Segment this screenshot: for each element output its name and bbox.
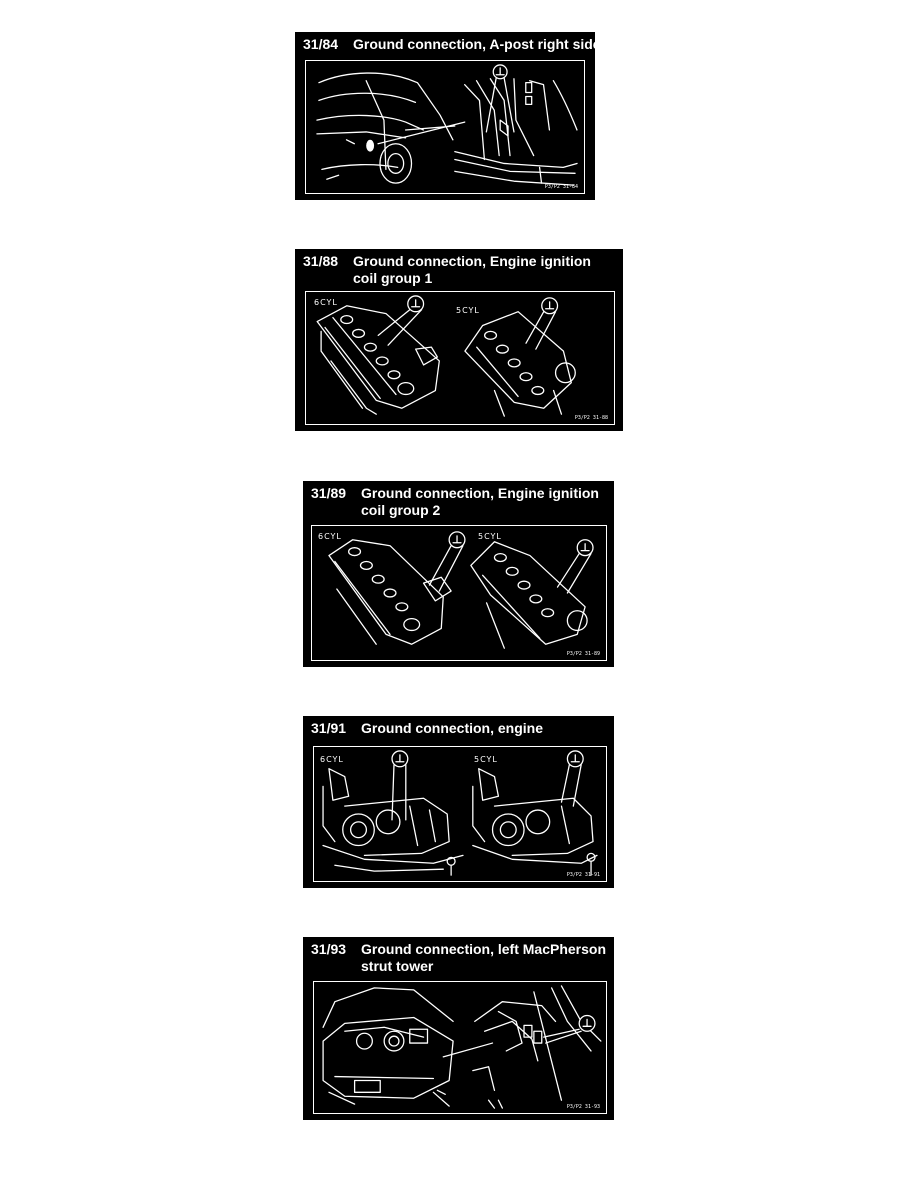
strut-tower-illustration bbox=[314, 982, 606, 1113]
figure-31-91 bbox=[303, 716, 614, 888]
variant-label-5cyl: 5CYL bbox=[456, 306, 480, 315]
figure-title-line2: strut tower bbox=[361, 958, 434, 974]
figure-31-93 bbox=[303, 937, 614, 1120]
variant-label-6cyl: 6CYL bbox=[320, 755, 344, 764]
engine-ground-illustration bbox=[314, 747, 606, 881]
illustration-frame bbox=[305, 60, 585, 194]
figure-31-89 bbox=[303, 481, 614, 667]
ground-symbol-icon bbox=[378, 296, 423, 345]
illustration-frame bbox=[313, 746, 607, 882]
image-code: P3/P2 31-93 bbox=[566, 1104, 600, 1110]
ground-symbol-icon bbox=[392, 751, 408, 820]
figure-title-line2: coil group 1 bbox=[353, 270, 433, 286]
ground-symbol-icon bbox=[429, 532, 464, 591]
figure-title-line2: coil group 2 bbox=[361, 502, 441, 518]
figure-31-84 bbox=[295, 32, 601, 200]
figure-title bbox=[311, 720, 606, 737]
ground-symbol-icon bbox=[558, 540, 593, 593]
image-code: P3/P2 31-88 bbox=[574, 415, 608, 421]
figure-title bbox=[311, 485, 606, 519]
figure-number: 31/89 bbox=[311, 485, 347, 501]
coil-group-2-illustration bbox=[312, 526, 606, 660]
illustration-frame bbox=[311, 525, 607, 661]
figure-number: 31/91 bbox=[311, 720, 347, 736]
figure-title-line1: Ground connection, A-post right side bbox=[353, 36, 601, 52]
figure-title bbox=[303, 253, 615, 287]
image-code: P3/P2 31-89 bbox=[566, 651, 600, 657]
figure-number: 31/93 bbox=[311, 941, 347, 957]
figure-title-line1: Ground connection, Engine ignition bbox=[361, 485, 599, 501]
figure-title-line1: Ground connection, Engine ignition bbox=[353, 253, 591, 269]
figure-number: 31/88 bbox=[303, 253, 339, 269]
variant-label-5cyl: 5CYL bbox=[474, 755, 498, 764]
figure-title bbox=[303, 36, 601, 53]
figure-title-line1: Ground connection, engine bbox=[361, 720, 543, 736]
figure-number: 31/84 bbox=[303, 36, 339, 52]
image-code: P3/P2 31-84 bbox=[544, 184, 578, 190]
variant-label-5cyl: 5CYL bbox=[478, 532, 502, 541]
variant-label-6cyl: 6CYL bbox=[318, 532, 342, 541]
coil-group-1-illustration bbox=[306, 292, 614, 424]
illustration-frame bbox=[305, 291, 615, 425]
figure-31-88 bbox=[295, 249, 623, 431]
image-code: P3/P2 31-91 bbox=[566, 872, 600, 878]
figure-title-line1: Ground connection, left MacPherson bbox=[361, 941, 607, 957]
figure-title bbox=[311, 941, 606, 975]
ground-symbol-icon bbox=[544, 1015, 595, 1043]
a-post-illustration bbox=[306, 61, 584, 193]
illustration-frame bbox=[313, 981, 607, 1114]
variant-label-6cyl: 6CYL bbox=[314, 298, 338, 307]
